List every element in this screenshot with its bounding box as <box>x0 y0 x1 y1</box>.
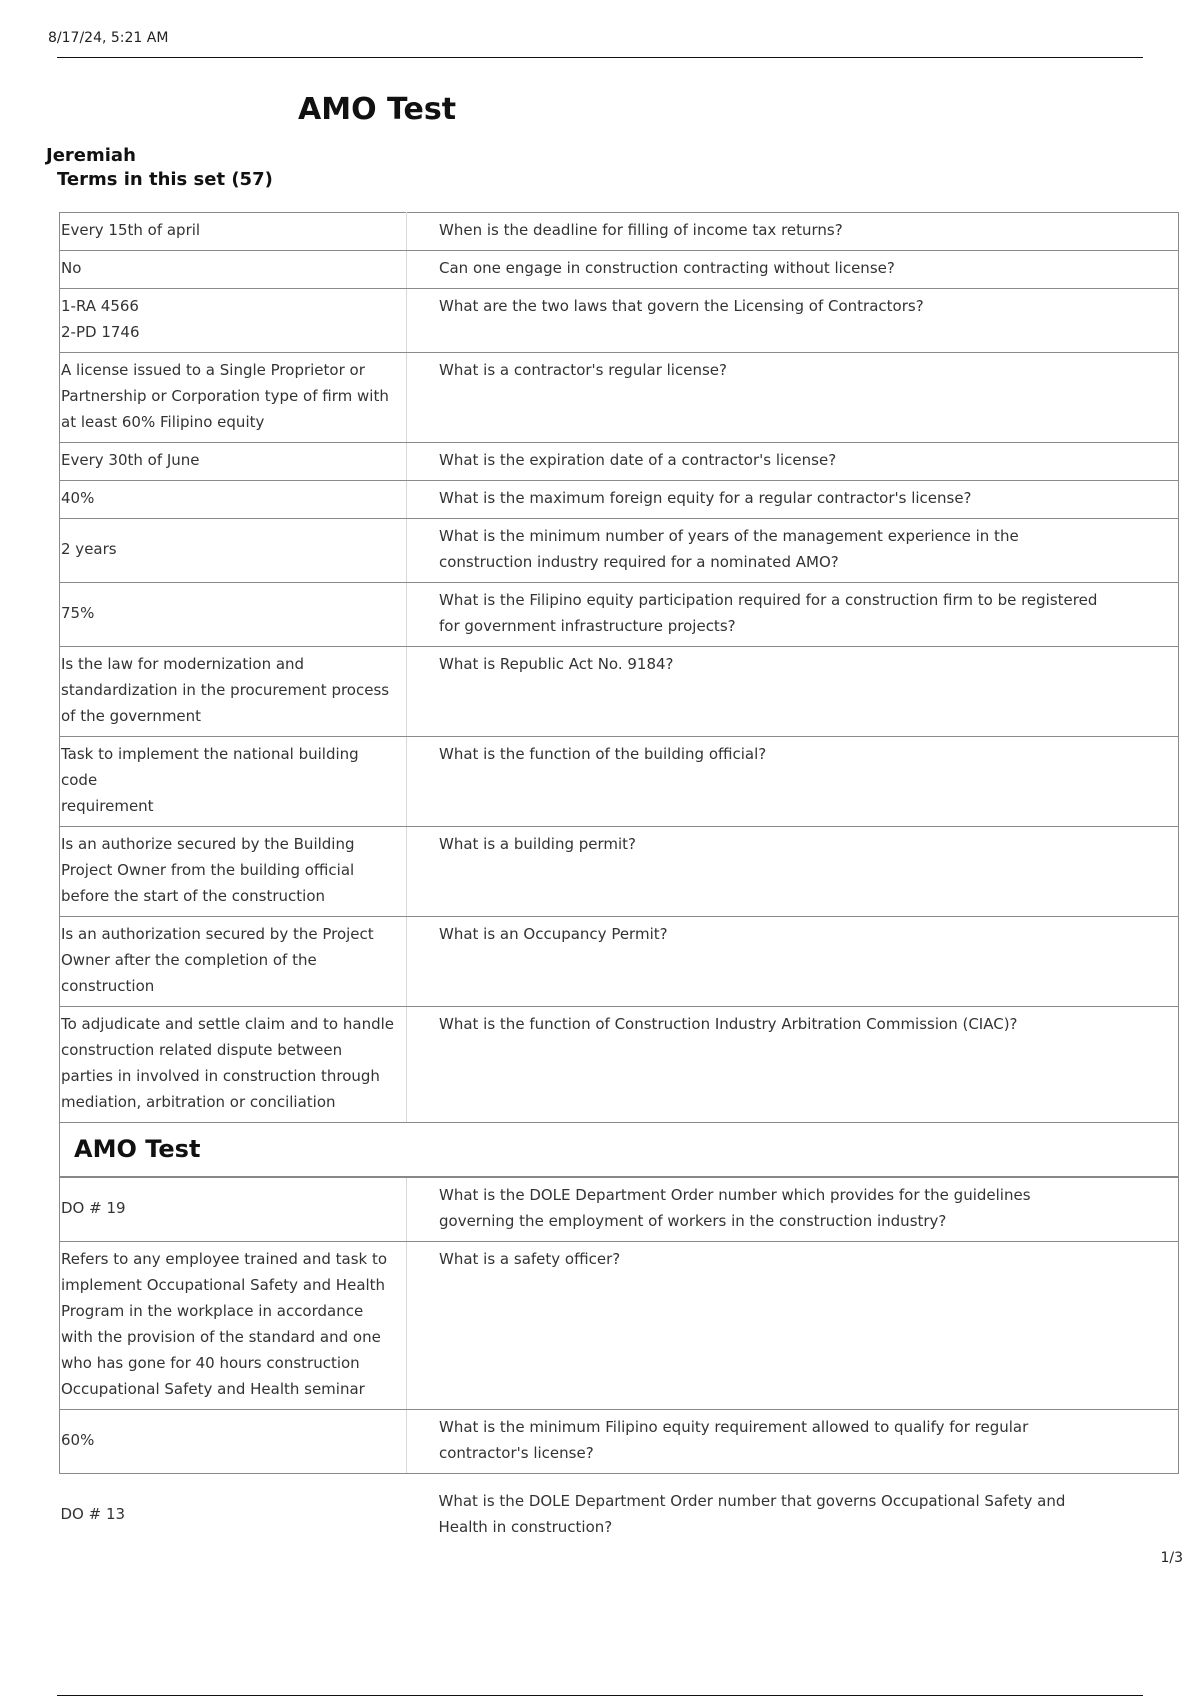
table-row <box>60 737 1179 827</box>
term-cell: Is the law for modernization and standardization in the procurement process of the government <box>60 647 407 737</box>
term-cell: 75% <box>60 583 407 647</box>
term-cell: 2 years <box>60 519 407 583</box>
section-heading: AMO Test <box>60 1123 1179 1178</box>
term-cell: Is an authorize secured by the Building Project Owner from the building official before the start of the construction <box>60 827 407 917</box>
table-row <box>60 519 1179 583</box>
term-cell: 40% <box>60 481 407 519</box>
term-cell: 60% <box>60 1410 407 1474</box>
definition-cell: What is the function of Construction Industry Arbitration Commission (CIAC)? <box>407 1007 1179 1123</box>
table-row <box>60 1410 1179 1474</box>
term-cell: DO # 19 <box>60 1177 407 1242</box>
definition-cell: What is the minimum number of years of the management experience in the construction industry required for a nominated AMO? <box>407 519 1179 583</box>
table-row <box>60 1177 1179 1242</box>
term-cell: 1-RA 4566 2-PD 1746 <box>60 289 407 353</box>
table-row <box>60 827 1179 917</box>
terms-table <box>59 212 1179 1547</box>
top-divider <box>57 57 1143 58</box>
table-row <box>60 583 1179 647</box>
page-number: 1/3 <box>1160 1550 1183 1566</box>
term-cell: Every 15th of april <box>60 213 407 251</box>
definition-cell: When is the deadline for filling of income tax returns? <box>407 213 1179 251</box>
table-row <box>60 353 1179 443</box>
definition-cell: What is an Occupancy Permit? <box>407 917 1179 1007</box>
table-row <box>60 917 1179 1007</box>
term-cell: DO # 13 <box>60 1505 126 1523</box>
terms-count: Terms in this set (57) <box>57 169 273 190</box>
table-row <box>60 251 1179 289</box>
term-cell: A license issued to a Single Proprietor or Partnership or Corporation type of firm with at least 60% Filipino equity <box>60 353 407 443</box>
term-cell: Task to implement the national building code requirement <box>60 737 407 827</box>
term-cell: No <box>60 251 407 289</box>
definition-cell: What is the DOLE Department Order number that governs Occupational Safety and Health in construction? <box>438 1492 1066 1536</box>
term-cell: Every 30th of June <box>60 443 407 481</box>
table-row <box>60 481 1179 519</box>
bottom-divider <box>57 1695 1143 1696</box>
table-row <box>60 1242 1179 1410</box>
definition-cell: What is the maximum foreign equity for a regular contractor's license? <box>407 481 1179 519</box>
table-row <box>60 213 1179 251</box>
definition-cell: What is a contractor's regular license? <box>407 353 1179 443</box>
table-row <box>60 289 1179 353</box>
term-cell: Is an authorization secured by the Project Owner after the completion of the construction <box>60 917 407 1007</box>
definition-cell: What is the function of the building official? <box>407 737 1179 827</box>
definition-cell: What is the expiration date of a contractor's license? <box>407 443 1179 481</box>
page-title: AMO Test <box>298 92 457 127</box>
table-row <box>60 1007 1179 1123</box>
definition-cell: What are the two laws that govern the Licensing of Contractors? <box>407 289 1179 353</box>
definition-cell: What is the minimum Filipino equity requirement allowed to qualify for regular contractor's license? <box>407 1410 1179 1474</box>
print-timestamp: 8/17/24, 5:21 AM <box>48 30 169 46</box>
term-cell: To adjudicate and settle claim and to handle construction related dispute between parties in involved in construction through mediation, arbitration or conciliation <box>60 1007 407 1123</box>
definition-cell: What is a safety officer? <box>407 1242 1179 1410</box>
table-row <box>60 443 1179 481</box>
definition-cell: Can one engage in construction contracting without license? <box>407 251 1179 289</box>
definition-cell: What is Republic Act No. 9184? <box>407 647 1179 737</box>
author-name: Jeremiah <box>46 145 136 166</box>
definition-cell: What is a building permit? <box>407 827 1179 917</box>
term-cell: Refers to any employee trained and task to implement Occupational Safety and Health Program in the workplace in accordance with the provision of the standard and one who has gone for 40 hours construction Occupational Safety and Health seminar <box>60 1242 407 1410</box>
table-row <box>60 1474 1179 1548</box>
section-header-row <box>60 1123 1179 1178</box>
definition-cell: What is the Filipino equity participation required for a construction firm to be registered for government infrastructure projects? <box>407 583 1179 647</box>
definition-cell: What is the DOLE Department Order number which provides for the guidelines governing the employment of workers in the construction industry? <box>407 1177 1179 1242</box>
table-row <box>60 647 1179 737</box>
